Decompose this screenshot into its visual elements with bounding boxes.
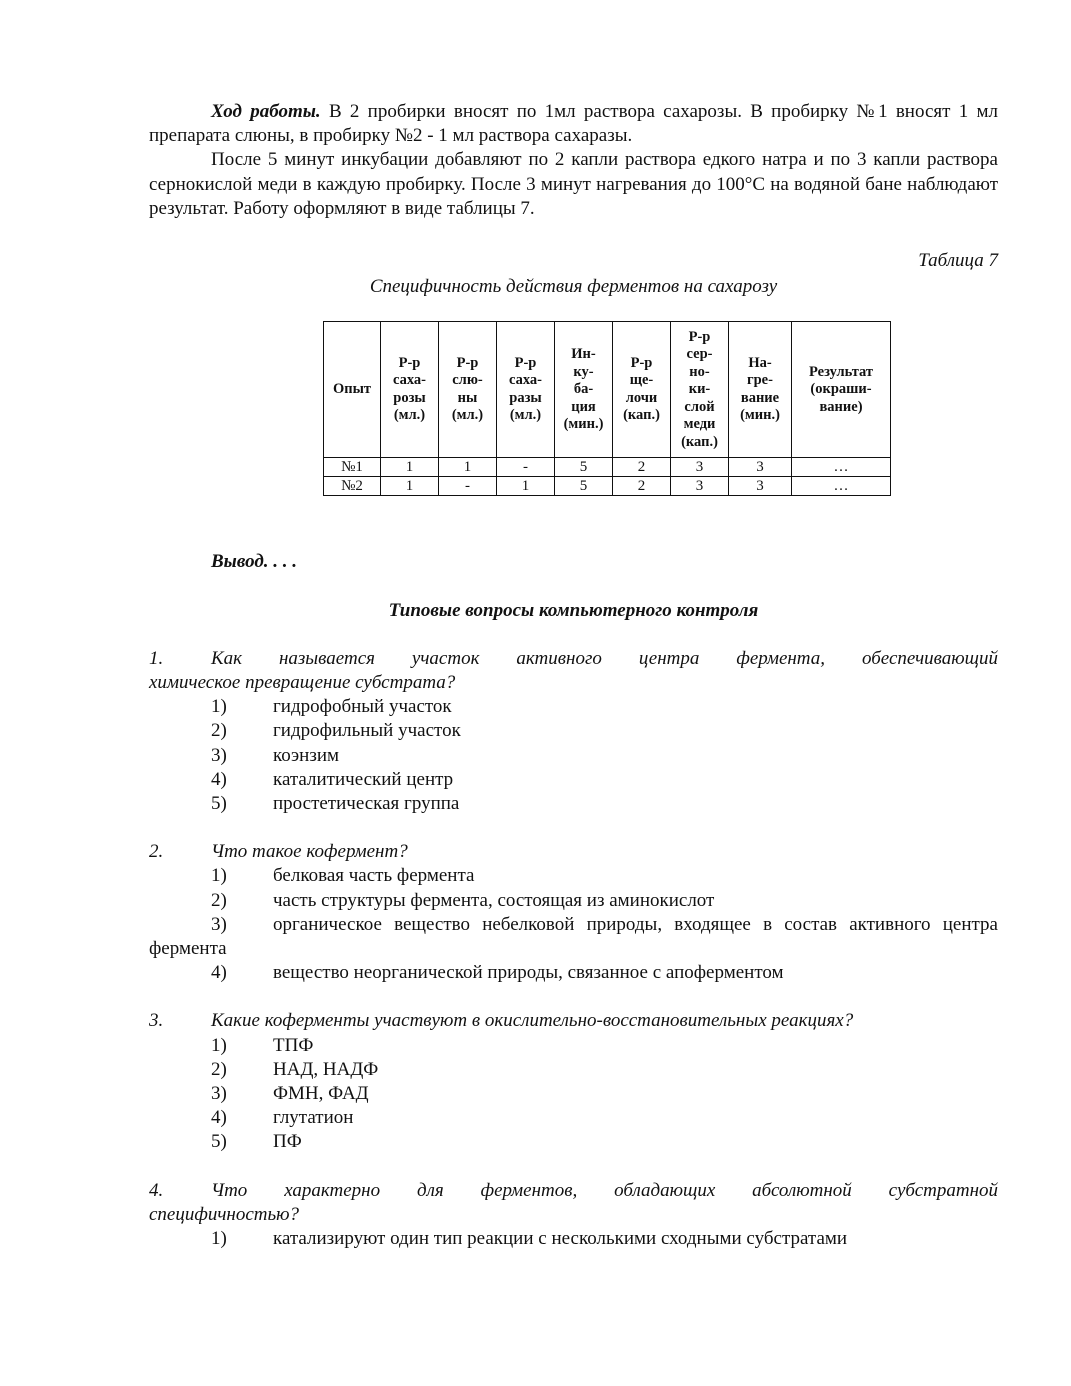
answer-option-text: ПФ xyxy=(273,1131,302,1153)
table-header-line: ны xyxy=(457,389,478,406)
answer-option-number: 1) xyxy=(211,696,227,718)
answer-option-text: каталитический центр xyxy=(273,768,454,790)
answer-option-text: гидрофобный участок xyxy=(273,696,452,718)
answer-option-text: простетическая группа xyxy=(273,793,460,815)
table-cell: 5 xyxy=(555,458,613,477)
table-body xyxy=(324,458,891,496)
table-header-line: разы xyxy=(509,389,542,406)
question-number: 3. xyxy=(149,1010,164,1032)
table-cell: №2 xyxy=(324,477,381,496)
table-header-cell xyxy=(381,322,439,458)
table-header-cell xyxy=(729,322,792,458)
answer-option-text: коэнзим xyxy=(273,744,340,766)
table-header-line: (окраши- xyxy=(810,381,872,398)
answer-option-text: катализируют один тип реакции с несколькими сходными субстратами xyxy=(273,1228,848,1250)
answer-option-number: 4) xyxy=(211,962,227,984)
question-text-line: химическое превращение субстрата? xyxy=(149,672,456,694)
table-cell: 2 xyxy=(613,477,671,496)
table-cell: 1 xyxy=(497,477,555,496)
table-header-line: гре- xyxy=(747,372,773,389)
table-header-line: (мл.) xyxy=(509,407,542,424)
answer-option xyxy=(149,744,998,768)
conclusion: Вывод. . . . xyxy=(211,551,298,573)
answer-option-text: НАД, НАДФ xyxy=(273,1058,379,1080)
table-header-line: Р-р xyxy=(688,328,711,345)
answer-option-number: 1) xyxy=(211,1228,227,1250)
table-header-cell xyxy=(324,322,381,458)
procedure-paragraph-1 xyxy=(149,100,998,148)
table-header-line: Ин- xyxy=(571,346,596,363)
table-header-line: вание xyxy=(740,389,780,406)
table-header-cell xyxy=(792,322,891,458)
answer-option-number: 3) xyxy=(211,913,227,935)
answer-option xyxy=(149,719,998,743)
document-page xyxy=(149,100,998,1251)
table-header-line: (мин.) xyxy=(563,416,604,433)
answer-option-text: ФМН, ФАД xyxy=(273,1083,369,1105)
question-number: 4. xyxy=(149,1179,164,1201)
answer-option-text: ТПФ xyxy=(273,1034,314,1056)
answer-option xyxy=(149,792,998,816)
questions-list xyxy=(149,647,998,1251)
procedure-text-1: В 2 пробирки вносят по 1мл раствора сахарозы. В пробирку №1 вносят 1 мл препарата слюны, в пробирку №2 - 1 мл раствора сахаразы. xyxy=(149,101,998,147)
answer-option xyxy=(149,864,998,888)
table-cell: … xyxy=(792,477,891,496)
table-header-line: лочи xyxy=(625,389,658,406)
table-header-cell xyxy=(671,322,729,458)
table-header-line: Результат xyxy=(808,363,874,380)
table-cell: … xyxy=(792,458,891,477)
table-header-cell xyxy=(613,322,671,458)
answer-option xyxy=(149,1106,998,1130)
table-header-line: слой xyxy=(684,398,715,415)
question-block xyxy=(149,840,998,985)
table-header-line: Р-р xyxy=(514,354,537,371)
questions-heading: Типовые вопросы компьютерного контроля xyxy=(388,599,759,621)
table-header-cell xyxy=(555,322,613,458)
table-header-line: саха- xyxy=(508,372,542,389)
table-label: Таблица 7 xyxy=(918,250,998,272)
table-header-line: На- xyxy=(748,354,772,371)
answer-option xyxy=(149,1227,998,1251)
answer-option-text: гидрофильный участок xyxy=(273,720,461,742)
answer-option-number: 2) xyxy=(211,720,227,742)
question-text xyxy=(149,647,998,671)
table-header-line: слю- xyxy=(452,372,483,389)
table-header-line: Р-р xyxy=(398,354,421,371)
table-row xyxy=(324,458,891,477)
table-cell: 1 xyxy=(439,458,497,477)
answer-option-number: 1) xyxy=(211,1034,227,1056)
procedure-lead: Ход работы. xyxy=(211,101,321,122)
answer-option xyxy=(149,889,998,913)
table-header-line: Р-р xyxy=(630,354,653,371)
table-header-line: саха- xyxy=(392,372,426,389)
question-number: 2. xyxy=(149,841,164,863)
answer-option-text: вещество неорганической природы, связанное с апоферментом xyxy=(273,962,784,984)
question-text-line: Что такое кофермент? xyxy=(211,841,408,863)
answer-option xyxy=(149,768,998,792)
answer-option-number: 2) xyxy=(211,1058,227,1080)
table-header-line: розы xyxy=(393,389,426,406)
answer-option-number: 3) xyxy=(211,1083,227,1105)
question-block xyxy=(149,1179,998,1252)
answer-option xyxy=(149,961,998,985)
answer-option xyxy=(149,695,998,719)
table-cell: 3 xyxy=(729,458,792,477)
answer-option-number: 5) xyxy=(211,793,227,815)
table-header-line: (мл.) xyxy=(451,407,484,424)
table-header-line: (мл.) xyxy=(393,407,426,424)
question-number: 1. xyxy=(149,647,164,669)
table-header-line: ба- xyxy=(573,381,594,398)
table-cell: 5 xyxy=(555,477,613,496)
table-header-line: (кап.) xyxy=(681,433,718,450)
question-text-line: Какие коферменты участвуют в окислительно-восстановительных реакциях? xyxy=(211,1010,854,1032)
table-header-line: Опыт xyxy=(332,381,372,398)
table-header-line: но- xyxy=(689,363,710,380)
table-header-line: сер- xyxy=(686,346,713,363)
table-cell: 1 xyxy=(381,477,439,496)
table-cell: - xyxy=(497,458,555,477)
table-header-line: (кап.) xyxy=(623,407,660,424)
table-row xyxy=(324,477,891,496)
table-cell: 3 xyxy=(671,458,729,477)
table-header-line: Р-р xyxy=(456,354,479,371)
table-header-line: ще- xyxy=(629,372,654,389)
answer-option xyxy=(149,1130,998,1154)
table-header-line: ку- xyxy=(573,363,594,380)
question-text-line: специфичностью? xyxy=(149,1203,300,1225)
table-header-line: меди xyxy=(683,416,716,433)
table-header-line: ция xyxy=(571,398,596,415)
table-title: Специфичность действия ферментов на сахарозу xyxy=(369,276,778,298)
answer-option-number: 5) xyxy=(211,1131,227,1153)
question-block xyxy=(149,647,998,816)
answer-option xyxy=(149,913,998,961)
table-header-row xyxy=(324,322,891,458)
table-cell: 3 xyxy=(671,477,729,496)
table-header-line: вание) xyxy=(819,398,863,415)
answer-option-number: 2) xyxy=(211,889,227,911)
table-cell: 3 xyxy=(729,477,792,496)
answer-option-text: органическое вещество небелковой природы, входящее в состав активного центра фермента xyxy=(149,913,998,960)
question-block xyxy=(149,1009,998,1154)
question-text xyxy=(149,1179,998,1203)
table-header-cell xyxy=(439,322,497,458)
results-table xyxy=(323,321,891,496)
table-cell: 1 xyxy=(381,458,439,477)
answer-option-number: 4) xyxy=(211,1107,227,1129)
table-cell: 2 xyxy=(613,458,671,477)
procedure-paragraph-2: После 5 минут инкубации добавляют по 2 капли раствора едкого натра и по 3 капли раствора сернокислой меди в каждую пробирку. После 3 минут нагревания до 100°С на водяной бане наблюдают результат. Работу оформляют в виде таблицы 7. xyxy=(149,149,998,219)
table-header-cell xyxy=(497,322,555,458)
answer-option-number: 4) xyxy=(211,768,227,790)
table-header-line: ки- xyxy=(688,381,711,398)
question-text xyxy=(149,1009,998,1033)
answer-option-number: 1) xyxy=(211,865,227,887)
answer-option-number: 3) xyxy=(211,744,227,766)
table-cell: №1 xyxy=(324,458,381,477)
table-header-line: (мин.) xyxy=(740,407,780,424)
question-text-line: Что характерно для ферментов, обладающих абсолютной субстратной xyxy=(211,1179,998,1201)
table-cell: - xyxy=(439,477,497,496)
answer-option-text: часть структуры фермента, состоящая из аминокислот xyxy=(273,889,715,911)
answer-option xyxy=(149,1082,998,1106)
answer-option-text: белковая часть фермента xyxy=(273,865,475,887)
question-text xyxy=(149,840,998,864)
question-text-line: Как называется участок активного центра фермента, обеспечивающий xyxy=(211,647,998,669)
answer-option xyxy=(149,1058,998,1082)
answer-option xyxy=(149,1034,998,1058)
answer-option-text: глутатион xyxy=(273,1107,354,1129)
